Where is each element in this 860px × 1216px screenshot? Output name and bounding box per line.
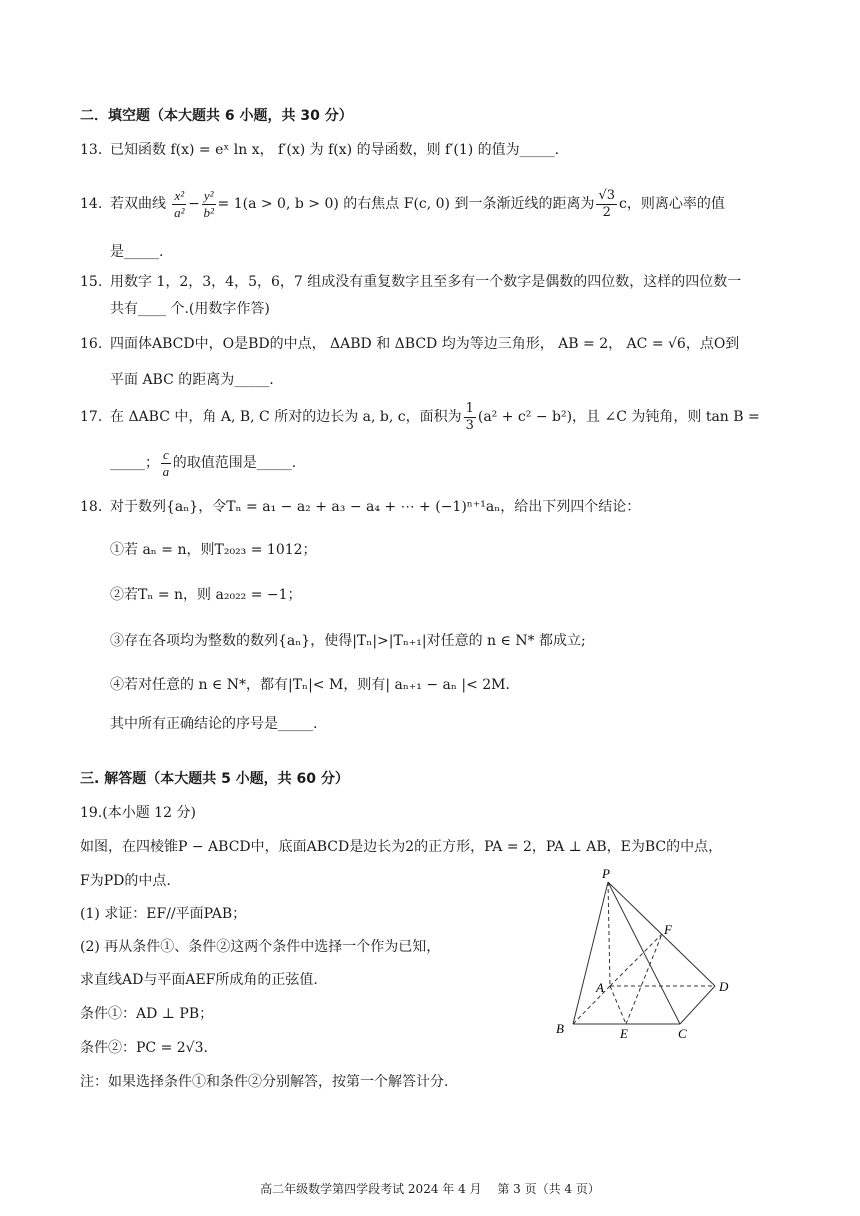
segment-AE — [610, 986, 626, 1024]
edge-CD — [680, 986, 715, 1024]
question-number: 13. — [80, 142, 103, 158]
conclusion-2: ②若Tₙ = n，则 a₂₀₂₂ = −1； — [110, 587, 302, 603]
edge-PB — [573, 882, 608, 1024]
question-19-line2: F为PD的中点. — [80, 873, 171, 889]
question-text: 已知函数 f(x) = eˣ ln x， f′(x) 为 f(x) 的导函数，则 f′(1) 的值为_____. — [110, 142, 560, 158]
section-3-title: 三. 解答题（本大题共 5 小题，共 60 分） — [80, 771, 349, 787]
question-text-mid: = 1(a > 0, b > 0) 的右焦点 F(c, 0) 到一条渐近线的距离为 — [217, 196, 595, 212]
question-19-part2b: 求直线AD与平面AEF所成角的正弦值. — [80, 972, 318, 988]
question-number: 15. — [80, 274, 103, 290]
question-text-post: (a² + c² − b²)，且 ∠C 为钝角，则 tan B = — [477, 409, 760, 425]
label-C: C — [678, 1026, 687, 1041]
label-D: D — [719, 979, 729, 994]
question-16-line2: 平面 ABC 的距离为_____. — [110, 372, 274, 388]
question-19-header: 19.(本小题 12 分) — [80, 805, 196, 821]
question-13 — [80, 140, 559, 160]
conclusion-4: ④若对任意的 n ∈ N*，都有|Tₙ|< M，则有| aₙ₊₁ − aₙ |< 2M. — [110, 677, 510, 693]
edge-PA — [608, 882, 610, 986]
question-text-post: 的取值范围是_____. — [172, 455, 297, 471]
conclusion-3: ③存在各项均为整数的数列{aₙ}，使得|Tₙ|>|Tₙ₊₁|对任意的 n ∈ N* 都成立; — [110, 633, 586, 649]
edge-PC — [608, 882, 680, 1024]
conclusion-1: ①若 aₙ = n，则T₂₀₂₃ = 1012； — [110, 542, 317, 558]
label-B: B — [556, 1021, 564, 1036]
question-17 — [80, 400, 760, 434]
blank-tanb: _____； — [110, 455, 159, 471]
question-number: 14. — [80, 196, 103, 212]
question-19-line1: 如图，在四棱锥P − ABCD中，底面ABCD是边长为2的正方形，PA = 2，PA ⊥ AB，E为BC的中点， — [80, 839, 723, 855]
question-19-part2: (2) 再从条件①、条件②这两个条件中选择一个作为已知， — [80, 939, 441, 955]
question-16 — [80, 334, 739, 354]
question-19-part1: (1) 求证：EF//平面PAB； — [80, 906, 247, 922]
condition-1: 条件①：AD ⊥ PB； — [80, 1006, 214, 1022]
minus-sign: − — [188, 196, 200, 212]
question-text: 用数字 1，2，3，4，5，6，7 组成没有重复数字且至多有一个数字是偶数的四位数，这样的四位数一 — [110, 274, 742, 290]
label-F: F — [664, 922, 672, 937]
fraction-y2-b2: $\frac{\text{y²}}{\text{b²}}$ — [203, 187, 214, 220]
question-14-line2: 是_____. — [110, 244, 164, 260]
question-number: 16. — [80, 336, 103, 352]
question-text: 若双曲线 — [110, 196, 166, 212]
fraction-one-third: $\frac{1}{3}$ — [465, 400, 474, 433]
question-text-post: c，则离心率的值 — [619, 196, 725, 212]
fraction-sqrt3-2: $\frac{√3}{2}$ — [598, 187, 616, 220]
question-text: 四面体ABCD中，O是BD的中点， ΔABD 和 ΔBCD 均为等边三角形， AB = 2， AC = √6，点O到 — [110, 336, 740, 352]
fraction-c-a: $\frac{c}{a}$ — [162, 446, 170, 479]
question-text: 在 ΔABC 中，角 A, B, C 所对的边长为 a, b, c，面积为 — [110, 409, 462, 425]
label-E: E — [620, 1026, 628, 1041]
fraction-x2-a2: $\frac{\text{x²}}{\text{a²}}$ — [174, 187, 185, 220]
label-A: A — [596, 980, 604, 995]
question-15-line2: 共有____ 个.(用数字作答) — [110, 301, 270, 317]
segment-AF — [610, 934, 662, 986]
question-15 — [80, 272, 741, 292]
condition-2: 条件②：PC = 2√3. — [80, 1040, 208, 1056]
edge-AB — [573, 986, 610, 1024]
section-2-title: 二．填空题（本大题共 6 小题，共 30 分） — [80, 108, 353, 124]
question-19-note: 注：如果选择条件①和条件②分别解答，按第一个解答计分. — [80, 1074, 449, 1090]
question-number: 17. — [80, 409, 103, 425]
question-17-line2 — [110, 446, 296, 480]
question-text: 对于数列{aₙ}，令Tₙ = a₁ − a₂ + a₃ − a₄ + ⋯ + (−1)ⁿ⁺¹aₙ，给出下列四个结论： — [110, 499, 641, 515]
label-P: P — [602, 866, 610, 881]
page-footer: 高二年级数学第四学段考试 2024 年 4 月 第 3 页（共 4 页） — [260, 1182, 600, 1196]
question-18-ask: 其中所有正确结论的序号是_____. — [110, 716, 318, 732]
question-18 — [80, 497, 640, 517]
question-number: 18. — [80, 499, 103, 515]
pyramid-figure — [550, 866, 750, 1046]
segment-EF — [626, 934, 662, 1024]
question-14 — [80, 186, 725, 222]
